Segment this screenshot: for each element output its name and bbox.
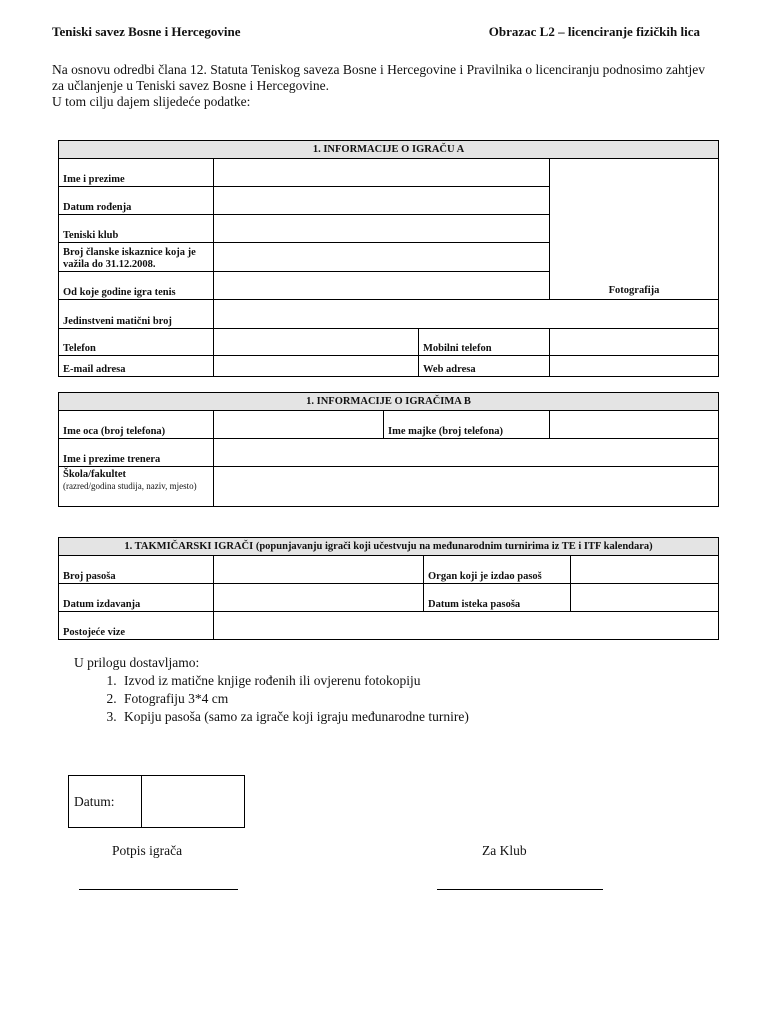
field-club[interactable] [214,215,550,243]
section-a-table [58,140,719,377]
player-signature-line[interactable] [79,889,238,890]
player-signature-label: Potpis igrača [112,843,183,858]
field-coach[interactable] [214,439,719,467]
section-c-table [58,537,719,640]
label-school-text: Škola/fakultet [63,469,127,480]
field-mother[interactable] [550,411,719,439]
attachment-item: 3. Kopiju pasoša (samo za igrače koji igraju međunarodne turnire) [120,708,469,726]
datum-field[interactable] [142,776,245,828]
label-visas: Postojeće vize [59,612,214,640]
intro-paragraph: Na osnovu odredbi člana 12. Statuta Teniskog saveza Bosne i Hercegovine i Pravilnika o licenciranju podnosimo zahtjev za učlanjenje u Teniski savez Bosne i Hercegovine. [52,62,706,93]
form-title: Obrazac L2 – licenciranje fizičkih lica [488,24,700,39]
label-club: Teniski klub [59,215,214,243]
label-member-card: Broj članske iskaznice koja je važila do 31.12.2008. [59,243,214,272]
field-dob[interactable] [214,187,550,215]
label-issued: Datum izdavanja [59,584,214,612]
field-name[interactable] [214,159,550,187]
attachments-heading: U prilogu dostavljamo: [74,655,200,670]
club-signature-line[interactable] [437,889,603,890]
datum-label: Datum: [69,776,142,828]
field-father[interactable] [214,411,384,439]
section-c-title: 1. TAKMIČARSKI IGRAČI (popunjavanju igrači koji učestvuju na međunarodnim turnirima iz TE i ITF kalendara) [59,538,719,556]
club-signature-label: Za Klub [482,843,527,858]
label-web: Web adresa [419,356,550,377]
label-passport: Broj pasoša [59,556,214,584]
field-issued[interactable] [214,584,424,612]
label-mother: Ime majke (broj telefona) [384,411,550,439]
field-phone[interactable] [214,329,419,356]
label-since: Od koje godine igra tenis [59,272,214,300]
field-passport[interactable] [214,556,424,584]
attachments-block [74,654,469,726]
field-expiry[interactable] [571,584,719,612]
field-issuer[interactable] [571,556,719,584]
field-jmbg[interactable] [214,300,719,329]
field-member-card[interactable] [214,243,550,272]
label-expiry: Datum isteka pasoša [424,584,571,612]
label-school-note: (razred/godina studija, naziv, mjesto) [63,481,197,491]
section-a-title: 1. INFORMACIJE O IGRAČU A [59,141,719,159]
attachment-item: 2. Fotografiju 3*4 cm [120,690,469,708]
field-since[interactable] [214,272,550,300]
field-email[interactable] [214,356,419,377]
label-school [59,467,214,507]
federation-name: Teniski savez Bosne i Hercegovine [52,24,241,39]
field-web[interactable] [550,356,719,377]
label-mobile: Mobilni telefon [419,329,550,356]
label-phone: Telefon [59,329,214,356]
label-name: Ime i prezime [59,159,214,187]
intro-instruction: U tom cilju dajem slijedeće podatke: [52,94,251,109]
photo-box[interactable]: Fotografija [550,159,719,300]
attachment-item: 1. Izvod iz matične knjige rođenih ili ovjerenu fotokopiju [120,672,469,690]
label-issuer: Organ koji je izdao pasoš [424,556,571,584]
section-b-title: 1. INFORMACIJE O IGRAČIMA B [59,393,719,411]
label-father: Ime oca (broj telefona) [59,411,214,439]
section-b-table [58,392,719,507]
field-school[interactable] [214,467,719,507]
field-visas[interactable] [214,612,719,640]
label-email: E-mail adresa [59,356,214,377]
label-dob: Datum rođenja [59,187,214,215]
label-coach: Ime i prezime trenera [59,439,214,467]
label-jmbg: Jedinstveni matični broj [59,300,214,329]
attachments-list [74,672,469,726]
field-mobile[interactable] [550,329,719,356]
datum-box [68,775,245,828]
intro-text [52,62,712,110]
